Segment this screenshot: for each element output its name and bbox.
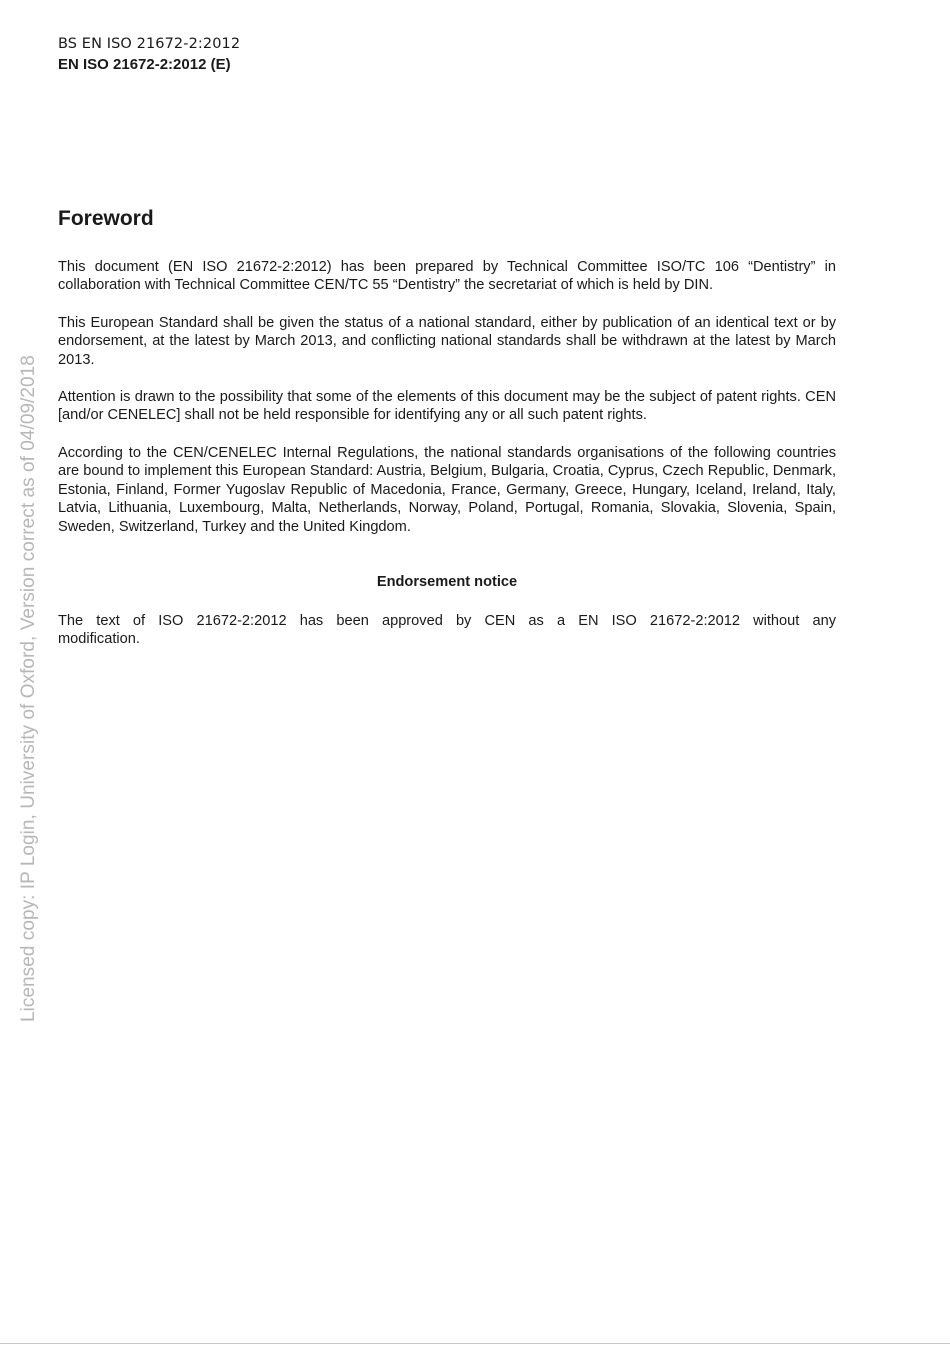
foreword-paragraph-3: Attention is drawn to the possibility that some of the elements of this document may be the subject of patent rights. CEN [and/or CENELEC] shall not be held responsible for identifying any or all such patent rights. bbox=[58, 389, 836, 424]
endorsement-text-line-2: modification. bbox=[58, 631, 140, 648]
page-bottom-border bbox=[0, 1343, 950, 1344]
section-title-foreword: Foreword bbox=[58, 207, 154, 230]
endorsement-notice-title: Endorsement notice bbox=[376, 574, 518, 590]
foreword-paragraph-1: This document (EN ISO 21672-2:2012) has been prepared by Technical Committee ISO/TC 106 “Dentistry” in collaboration with Technical Committee CEN/TC 55 “Dentistry” the secretariat of which is held by DIN. bbox=[58, 259, 836, 294]
endorsement-notice-text bbox=[58, 612, 836, 649]
standard-designation-en: EN ISO 21672-2:2012 (E) bbox=[58, 56, 231, 73]
standard-designation-bs: BS EN ISO 21672-2:2012 bbox=[58, 36, 241, 52]
foreword-paragraph-2: This European Standard shall be given the status of a national standard, either by publication of an identical text or by endorsement, at the latest by March 2013, and conflicting national standards shall be withdrawn at the latest by March 2013. bbox=[58, 315, 836, 368]
foreword-paragraph-4: According to the CEN/CENELEC Internal Regulations, the national standards organisations of the following countries are bound to implement this European Standard: Austria, Belgium, Bulgaria, Croatia, Cyprus, Czech Republic, Denmark, Estonia, Finland, Former Yugoslav Republic of Macedonia, France, Germany, Greece, Hungary, Iceland, Ireland, Italy, Latvia, Lithuania, Luxembourg, Malta, Netherlands, Norway, Poland, Portugal, Romania, Slovakia, Slovenia, Spain, Sweden, Switzerland, Turkey and the United Kingdom. bbox=[58, 445, 836, 535]
license-watermark: Licensed copy: IP Login, University of Oxford, Version correct as of 04/09/2018 bbox=[18, 355, 39, 1022]
endorsement-text-line-1: The text of ISO 21672-2:2012 has been approved by CEN as a EN ISO 21672-2:2012 without any bbox=[58, 613, 836, 629]
